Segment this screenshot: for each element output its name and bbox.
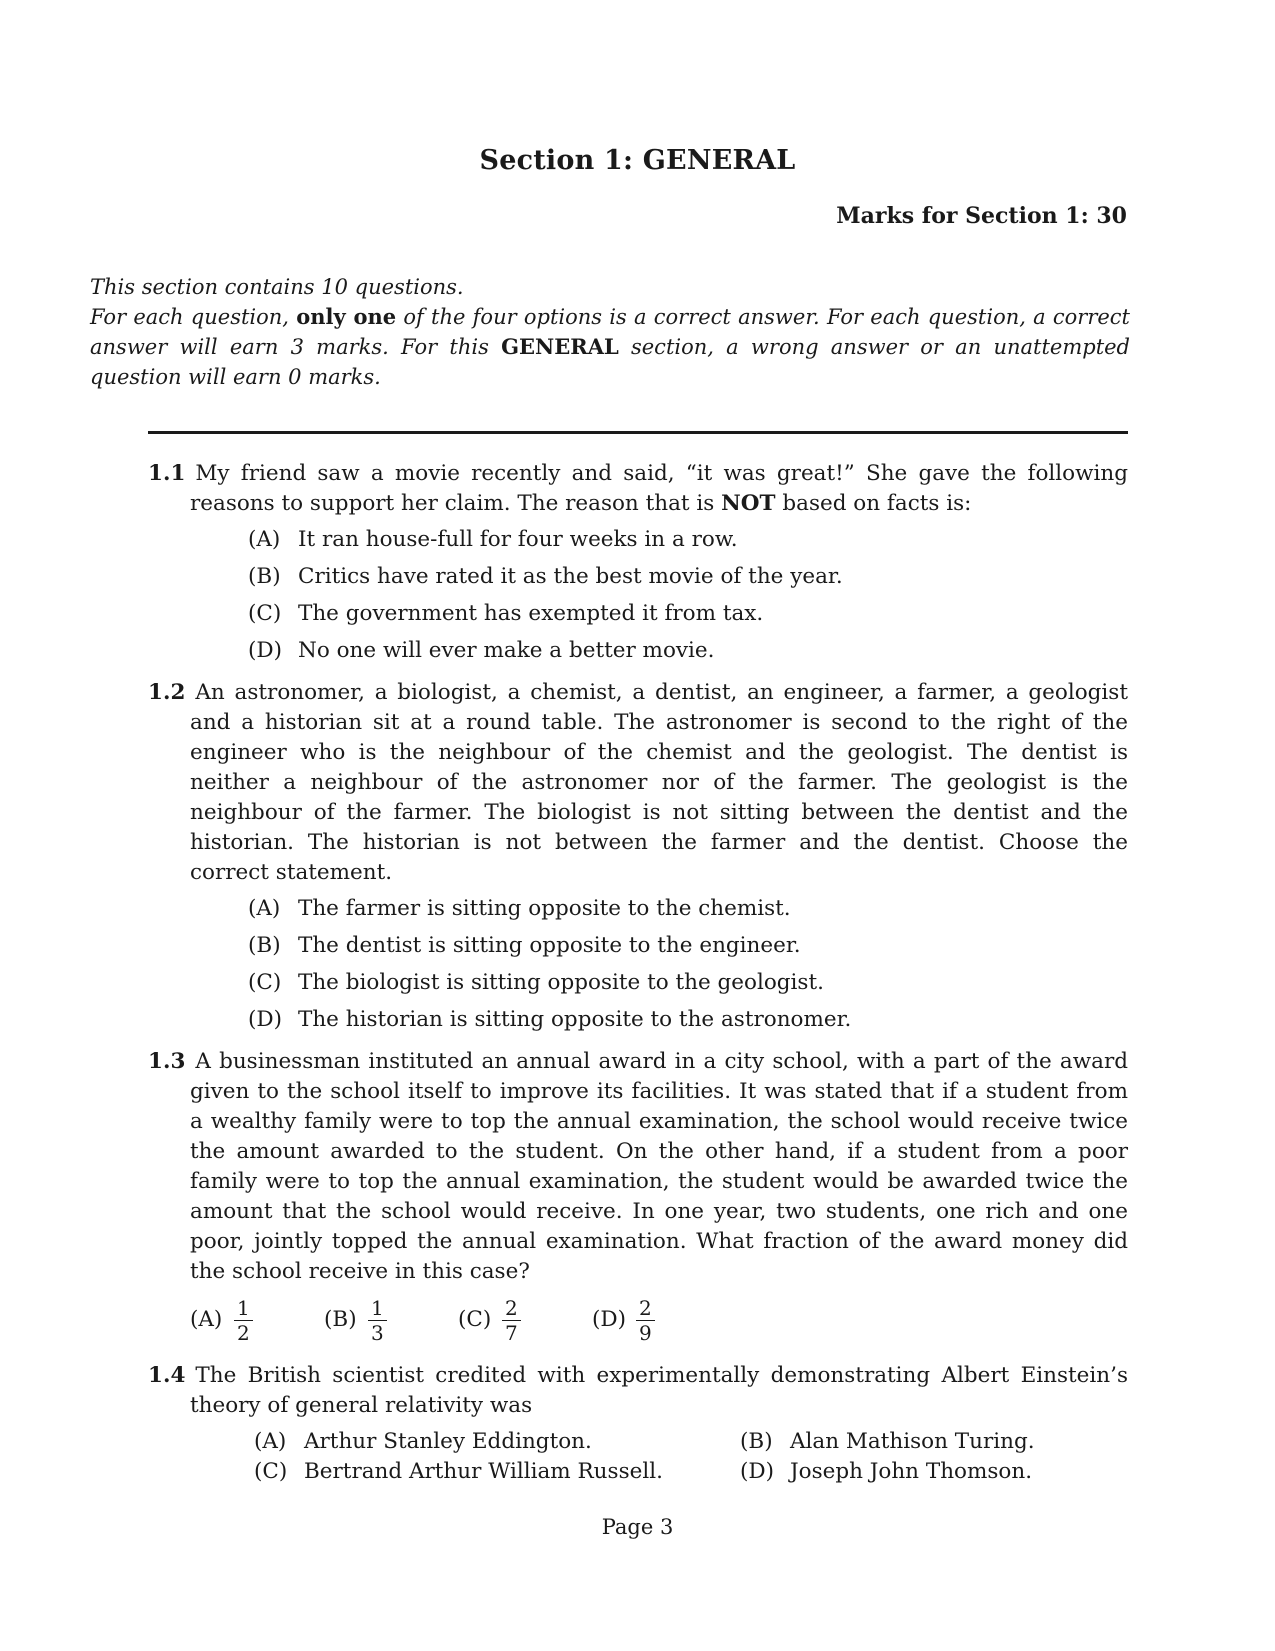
instr-text-a: For each question, bbox=[90, 305, 297, 329]
question-text bbox=[148, 459, 1128, 519]
fraction bbox=[234, 1296, 253, 1345]
option-b[interactable] bbox=[248, 931, 1128, 961]
option-a[interactable] bbox=[254, 1427, 740, 1457]
question-text bbox=[148, 1361, 1128, 1421]
fraction-options bbox=[190, 1291, 1128, 1349]
option-text: Arthur Stanley Eddington. bbox=[304, 1429, 592, 1454]
option-label: (B) bbox=[740, 1429, 773, 1454]
question-text-part: A businessman instituted an annual award in a city school, with a part of the award given to the school itself to improve its facilities. It was stated that if a student from a wealthy family were to top the annual examination, the school would receive twice the amount awarded to the student. On the other hand, if a student from a poor family were to top the annual examination, the student would be awarded twice the amount that the school would receive. In one year, two students, one rich and one poor, jointly topped the annual examination. What fraction of the award money did the school receive in this case? bbox=[190, 1049, 1128, 1284]
option-d[interactable] bbox=[740, 1457, 1140, 1487]
option-a[interactable] bbox=[190, 1296, 324, 1345]
question-text-part: My friend saw a movie recently and said, “it was great!” She gave the following reasons to support her claim. The reason that is bbox=[190, 461, 1128, 516]
option-label: (C) bbox=[458, 1307, 492, 1332]
option-label: (D) bbox=[248, 638, 283, 663]
question-text bbox=[148, 1047, 1128, 1287]
option-c[interactable] bbox=[248, 599, 1128, 629]
option-label: (C) bbox=[254, 1459, 288, 1484]
fraction bbox=[636, 1296, 655, 1345]
numerator: 1 bbox=[234, 1296, 253, 1321]
option-c[interactable] bbox=[254, 1457, 740, 1487]
instructions-line1: This section contains 10 questions. bbox=[90, 275, 464, 299]
option-label: (D) bbox=[740, 1459, 775, 1484]
denominator: 7 bbox=[505, 1320, 518, 1345]
option-a[interactable] bbox=[248, 525, 1128, 555]
horizontal-rule bbox=[148, 431, 1128, 434]
numerator: 2 bbox=[636, 1296, 655, 1321]
option-label: (A) bbox=[254, 1429, 287, 1454]
option-text: Critics have rated it as the best movie of the year. bbox=[298, 564, 843, 589]
option-d[interactable] bbox=[592, 1296, 726, 1345]
question-1-3 bbox=[148, 1047, 1128, 1349]
option-text: Joseph John Thomson. bbox=[790, 1459, 1033, 1484]
option-label: (B) bbox=[324, 1307, 357, 1332]
instructions bbox=[90, 272, 1130, 392]
option-label: (D) bbox=[248, 1007, 283, 1032]
option-text: Alan Mathison Turing. bbox=[790, 1429, 1035, 1454]
options-list bbox=[148, 894, 1128, 1035]
section-title: Section 1: GENERAL bbox=[479, 145, 796, 176]
question-number: 1.2 bbox=[148, 680, 186, 705]
options-grid bbox=[254, 1427, 1128, 1487]
question-number: 1.1 bbox=[148, 461, 186, 486]
option-label: (C) bbox=[248, 970, 282, 995]
option-text: The biologist is sitting opposite to the geologist. bbox=[298, 970, 824, 995]
option-c[interactable] bbox=[458, 1296, 592, 1345]
option-c[interactable] bbox=[248, 968, 1128, 998]
option-text: No one will ever make a better movie. bbox=[298, 638, 715, 663]
option-label: (A) bbox=[190, 1307, 223, 1332]
options-list bbox=[148, 525, 1128, 666]
option-text: Bertrand Arthur William Russell. bbox=[304, 1459, 663, 1484]
fraction bbox=[368, 1296, 387, 1345]
question-1-1 bbox=[148, 459, 1128, 666]
question-number: 1.4 bbox=[148, 1363, 186, 1388]
section-marks: Marks for Section 1: 30 bbox=[836, 203, 1127, 229]
option-text: The government has exempted it from tax. bbox=[298, 601, 764, 626]
question-text-part: based on facts is: bbox=[775, 491, 972, 516]
option-b[interactable] bbox=[248, 562, 1128, 592]
option-a[interactable] bbox=[248, 894, 1128, 924]
question-number: 1.3 bbox=[148, 1049, 186, 1074]
option-d[interactable] bbox=[248, 636, 1128, 666]
denominator: 9 bbox=[639, 1320, 652, 1345]
question-text bbox=[148, 678, 1128, 888]
option-b[interactable] bbox=[324, 1296, 458, 1345]
option-label: (C) bbox=[248, 601, 282, 626]
questions-list bbox=[148, 459, 1128, 1499]
option-label: (A) bbox=[248, 527, 281, 552]
option-text: It ran house-full for four weeks in a row. bbox=[298, 527, 738, 552]
option-d[interactable] bbox=[248, 1005, 1128, 1035]
option-text: The dentist is sitting opposite to the engineer. bbox=[298, 933, 801, 958]
denominator: 2 bbox=[237, 1320, 250, 1345]
question-1-2 bbox=[148, 678, 1128, 1035]
numerator: 2 bbox=[502, 1296, 521, 1321]
instr-text-c: of the four options is a correct answer. For each question, a correct answer will earn 3 marks. For this bbox=[90, 305, 1130, 359]
option-text: The farmer is sitting opposite to the chemist. bbox=[298, 896, 791, 921]
page-number: Page 3 bbox=[601, 1515, 674, 1539]
question-1-4 bbox=[148, 1361, 1128, 1487]
denominator: 3 bbox=[371, 1320, 384, 1345]
instr-text-e: section, a wrong answer or an unattempted question will earn 0 marks. bbox=[90, 335, 1130, 389]
option-b[interactable] bbox=[740, 1427, 1140, 1457]
question-text-part: The British scientist credited with experimentally demonstrating Albert Einstein’s theory of general relativity was bbox=[190, 1363, 1128, 1418]
option-label: (B) bbox=[248, 564, 281, 589]
option-label: (A) bbox=[248, 896, 281, 921]
question-emphasis: NOT bbox=[721, 491, 776, 516]
numerator: 1 bbox=[368, 1296, 387, 1321]
option-label: (B) bbox=[248, 933, 281, 958]
instructions-paragraph bbox=[90, 302, 1130, 392]
question-text-part: An astronomer, a biologist, a chemist, a dentist, an engineer, a farmer, a geologist and a historian sit at a round table. The astronomer is second to the right of the engineer who is the neighbour of the chemist and the geologist. The dentist is neither a neighbour of the astronomer nor of the farmer. The geologist is the neighbour of the farmer. The biologist is not sitting between the dentist and the historian. The historian is not between the farmer and the dentist. Choose the correct statement. bbox=[190, 680, 1128, 885]
instr-only-one: only one bbox=[296, 304, 397, 329]
instr-general: GENERAL bbox=[501, 334, 619, 359]
option-label: (D) bbox=[592, 1307, 627, 1332]
fraction bbox=[502, 1296, 521, 1345]
option-text: The historian is sitting opposite to the astronomer. bbox=[298, 1007, 852, 1032]
